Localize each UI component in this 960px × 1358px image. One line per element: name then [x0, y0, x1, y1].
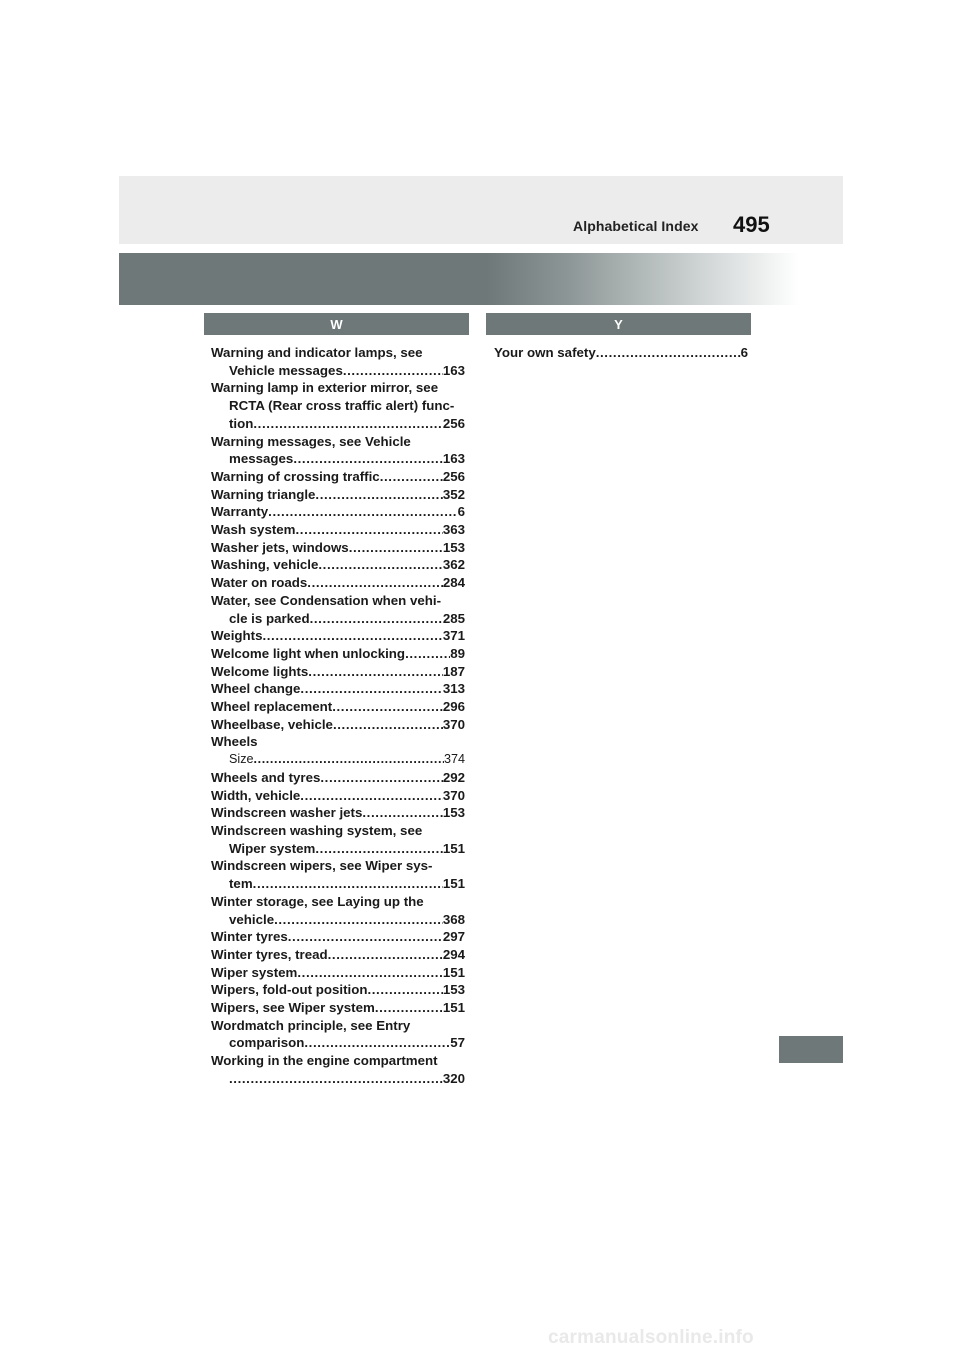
index-entry-text: Width, vehicle [211, 787, 301, 803]
index-entry-text: Wheels [211, 734, 258, 750]
index-entry-line [211, 344, 465, 362]
index-entry-text: Washer jets, windows [211, 539, 349, 555]
dot-leader [405, 645, 450, 663]
dot-leader [268, 503, 457, 521]
index-entry [211, 539, 465, 557]
dot-leader [596, 344, 741, 362]
index-page-ref: 256 [442, 415, 465, 431]
index-page-ref: 151 [442, 1000, 465, 1016]
dot-leader [274, 911, 443, 929]
index-subentry-text: Size [229, 752, 254, 767]
index-page-ref: 163 [442, 362, 465, 378]
index-entry-text: Winter tyres [211, 929, 288, 945]
index-entry-text: Water, see Condensation when vehi- [211, 592, 442, 608]
index-entry-text: vehicle [229, 911, 275, 927]
dot-leader [349, 539, 443, 557]
index-entry-text: cle is parked [229, 610, 310, 626]
index-entry-text: RCTA (Rear cross traffic alert) func- [229, 398, 455, 414]
index-entry-text: Welcome light when unlocking [211, 645, 406, 661]
index-entry [211, 716, 465, 734]
index-entry [494, 344, 748, 362]
index-entry-text: Wash system [211, 522, 296, 538]
index-page-ref: 352 [442, 486, 465, 502]
dot-leader [343, 362, 443, 380]
index-page-ref: 151 [442, 876, 465, 892]
dot-leader [333, 716, 443, 734]
index-entry-text: Warning and indicator lamps, see [211, 345, 423, 360]
index-entry [211, 521, 465, 539]
index-page-ref: 151 [442, 964, 465, 980]
index-page-ref: 6 [457, 504, 465, 520]
dot-leader [308, 663, 443, 681]
dot-leader [288, 928, 443, 946]
index-page-ref: 151 [442, 840, 465, 856]
index-entry [211, 468, 465, 486]
dot-leader [307, 574, 443, 592]
index-subentry [211, 751, 465, 769]
index-entry [211, 1070, 465, 1088]
index-entry-text: Wordmatch principle, see Entry [211, 1017, 411, 1033]
index-entry [211, 503, 465, 521]
index-entry [211, 680, 465, 698]
index-page-ref: 89 [450, 645, 465, 661]
index-entry [211, 928, 465, 946]
dot-leader [318, 556, 442, 574]
page-number: 495 [733, 212, 770, 237]
index-page-ref: 153 [442, 539, 465, 555]
index-entry-line [211, 822, 465, 840]
index-entry [211, 645, 465, 663]
index-entry-text: Warning messages, see Vehicle [211, 433, 411, 449]
dot-leader [328, 946, 443, 964]
index-entry [211, 556, 465, 574]
index-entry [211, 663, 465, 681]
index-page-ref: 57 [450, 1035, 465, 1051]
index-page-ref: 285 [442, 610, 465, 626]
index-entry-text: Wipers, see Wiper system [211, 1000, 375, 1016]
index-entry [211, 627, 465, 645]
index-entry-line [211, 1052, 465, 1070]
index-entry [211, 574, 465, 592]
index-page-ref: 163 [442, 451, 465, 467]
index-page-ref: 6 [740, 345, 748, 360]
index-page-ref: 294 [442, 946, 465, 962]
index-entry-line [211, 893, 465, 911]
index-entry-text: Welcome lights [211, 663, 309, 679]
dot-leader [262, 627, 442, 645]
index-entry [211, 981, 465, 999]
index-entry-text: Windscreen washer jets [211, 805, 363, 821]
index-entry-text: Water on roads [211, 575, 308, 591]
index-entry-line [211, 857, 465, 875]
index-page-ref: 297 [442, 929, 465, 945]
index-page-ref: 368 [442, 911, 465, 927]
index-entry-text: Wheelbase, vehicle [211, 716, 333, 732]
index-entry [211, 415, 465, 433]
index-column-y [494, 344, 748, 362]
dot-leader [315, 840, 442, 858]
section-header-y: Y [486, 313, 751, 335]
dot-leader [300, 787, 443, 805]
dot-leader [293, 450, 442, 468]
dot-leader [304, 1034, 450, 1052]
index-page-ref: 292 [442, 769, 465, 785]
index-entry-text: Wheel change [211, 681, 301, 697]
index-page-ref: 296 [442, 699, 465, 715]
index-entry-text: Winter storage, see Laying up the [211, 893, 424, 909]
index-entry [211, 486, 465, 504]
index-entry [211, 610, 465, 628]
index-entry-text: Wipers, fold-out position [211, 982, 368, 998]
dot-leader [380, 468, 443, 486]
index-entry-text: Windscreen wipers, see Wiper sys- [211, 858, 433, 874]
index-entry-line [211, 733, 465, 751]
dot-leader [367, 981, 442, 999]
index-page-ref: 313 [442, 681, 465, 697]
index-entry-line [211, 592, 465, 610]
index-page-ref: 153 [442, 805, 465, 821]
index-entry-line [211, 379, 465, 397]
index-entry-text: messages [229, 451, 294, 467]
index-entry [211, 999, 465, 1017]
dot-leader [332, 698, 443, 716]
index-entry [211, 804, 465, 822]
index-entry-text: Windscreen washing system, see [211, 822, 423, 838]
index-entry-text: Wheel replacement [211, 699, 333, 715]
index-entry-text: tion [229, 415, 254, 431]
dot-leader [253, 875, 443, 893]
dot-leader [320, 769, 442, 787]
chapter-side-tab [779, 1036, 843, 1063]
index-entry-text: Wiper system [211, 964, 298, 980]
decorative-gradient-bar [119, 253, 799, 305]
index-page-ref: 284 [442, 575, 465, 591]
index-entry-text: tem [229, 876, 253, 892]
watermark: carmanualsonline.info [548, 1327, 754, 1348]
index-entry-text: Warranty [211, 504, 269, 520]
index-page-ref: 371 [442, 628, 465, 644]
index-entry-text: Warning lamp in exterior mirror, see [211, 380, 439, 396]
index-page-ref: 363 [442, 522, 465, 538]
index-entry-line [211, 433, 465, 451]
index-entry [211, 769, 465, 787]
index-entry-text: Warning of crossing traffic [211, 468, 380, 484]
dot-leader [300, 680, 442, 698]
index-page-ref: 256 [442, 468, 465, 484]
dot-leader [297, 964, 442, 982]
index-entry [211, 911, 465, 929]
index-page-ref: 362 [442, 557, 465, 573]
index-column-w [211, 344, 465, 1088]
dot-leader [315, 486, 442, 504]
dot-leader [375, 999, 443, 1017]
index-entry [211, 946, 465, 964]
index-page-ref: 153 [442, 982, 465, 998]
index-page-ref: 374 [443, 752, 465, 767]
index-entry-text: Your own safety [494, 345, 596, 360]
index-entry-text: Wheels and tyres [211, 769, 321, 785]
index-entry-text: Weights [211, 628, 263, 644]
page-title: Alphabetical Index [573, 218, 699, 234]
section-header-w: W [204, 313, 469, 335]
index-entry [211, 362, 465, 380]
index-page-ref: 187 [442, 663, 465, 679]
index-entry [211, 964, 465, 982]
index-entry [211, 450, 465, 468]
dot-leader [229, 1070, 443, 1088]
index-entry-text: Working in the engine compartment [211, 1053, 438, 1069]
index-entry [211, 875, 465, 893]
dot-leader [254, 751, 444, 769]
index-page-ref: 370 [442, 716, 465, 732]
dot-leader [310, 610, 443, 628]
index-entry-line [211, 397, 465, 415]
index-entry [211, 1034, 465, 1052]
index-entry-line [211, 1017, 465, 1035]
index-entry [211, 698, 465, 716]
index-entry-text: Wiper system [229, 840, 316, 856]
index-entry-text: Warning triangle [211, 486, 316, 502]
index-entry-text: Washing, vehicle [211, 557, 319, 573]
dot-leader [253, 415, 442, 433]
index-page-ref: 320 [442, 1070, 465, 1086]
dot-leader [362, 804, 442, 822]
index-entry-text: comparison [229, 1035, 305, 1051]
dot-leader [296, 521, 443, 539]
index-entry-text: Winter tyres, tread [211, 946, 328, 962]
index-entry [211, 787, 465, 805]
index-entry [211, 840, 465, 858]
index-page-ref: 370 [442, 787, 465, 803]
index-entry-text: Vehicle messages [229, 362, 343, 378]
